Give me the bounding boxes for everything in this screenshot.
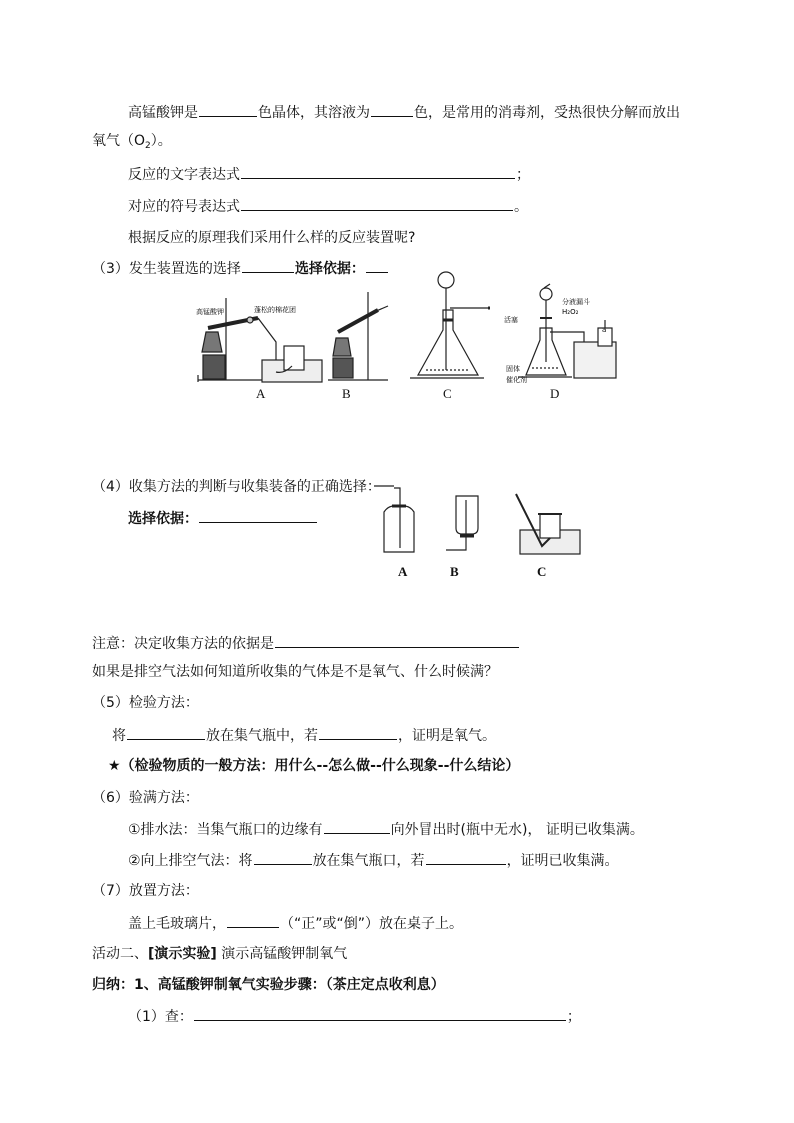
- intro-line-1: [128, 102, 680, 123]
- activity-2-b: [演示实验]: [148, 946, 217, 962]
- annot-h2o2: H₂O₂: [562, 308, 579, 316]
- intro-text-e: ）。: [150, 133, 172, 149]
- blank-bubbles[interactable]: [324, 819, 390, 834]
- intro-text-b: 色晶体，其溶液为: [258, 105, 370, 121]
- annot-kmno4: 高锰酸钾: [196, 308, 224, 316]
- star-general-method: ★（检验物质的一般方法：用什么--怎么做--什么现象--什么结论）: [108, 758, 520, 774]
- section-6-m1-b: 向外冒出时(瓶中无水)， 证明已收集满。: [390, 822, 644, 838]
- section-4-basis-line: [128, 508, 318, 529]
- fig1-label-a: A: [256, 386, 266, 401]
- section-5-text-a: 将: [112, 728, 126, 744]
- intro-text-d: 氧气（O: [92, 133, 146, 149]
- annot-funnel: 分液漏斗: [562, 298, 590, 306]
- section-6-m1-a: ①排水法：当集气瓶口的边缘有: [128, 822, 323, 838]
- fig2-label-c: C: [537, 564, 547, 579]
- section-6-m2-a: ②向上排空气法：将: [128, 853, 253, 869]
- note-line: [92, 633, 520, 654]
- fig2-label-a: A: [398, 564, 408, 579]
- annot-a: a: [602, 326, 607, 334]
- symbol-equation-line: [128, 196, 528, 217]
- annot-cotton: 蓬松的棉花团: [254, 306, 296, 314]
- question-full: 如果是排空气法如何知道所收集的气体是不是氧气、什么时候满？: [92, 664, 498, 680]
- section-5-label: （5）检验方法：: [92, 695, 199, 711]
- annot-catalyst: 催化剂: [506, 376, 527, 384]
- section-6-method-2: [128, 850, 619, 871]
- subscript-2: 2: [145, 141, 151, 151]
- collection-apparatus-figure: [370, 482, 580, 562]
- annot-valve: 活塞: [504, 316, 518, 324]
- blank-step-1[interactable]: [194, 1006, 566, 1021]
- section-6-label: （6）验满方法：: [92, 790, 199, 806]
- word-equation-label: 反应的文字表达式: [128, 167, 240, 183]
- section-3-label: （3）发生装置选的选择: [92, 261, 241, 277]
- step-1-end: ；: [566, 1009, 581, 1025]
- blank-test-object[interactable]: [127, 725, 205, 740]
- blank-solution-color[interactable]: [371, 102, 413, 117]
- section-7-line: [128, 913, 463, 934]
- section-4-basis: 选择依据：: [128, 511, 198, 527]
- summary-line: 归纳：1、高锰酸钾制氧气实验步骤：（茶庄定点收利息）: [92, 977, 445, 993]
- blank-full-phenomenon[interactable]: [426, 850, 506, 865]
- section-5-text-b: 放在集气瓶中，若: [206, 728, 318, 744]
- section-7-text-a: 盖上毛玻璃片，: [128, 916, 226, 932]
- word-equation-end: ；: [516, 167, 530, 183]
- word-equation-line: [128, 164, 530, 185]
- blank-word-equation[interactable]: [241, 164, 515, 179]
- activity-2-c: 演示高锰酸钾制氧气: [216, 946, 348, 962]
- section-7-text-b: （“正”或“倒”）放在桌子上。: [280, 916, 464, 932]
- blank-collection-basis-note[interactable]: [275, 633, 519, 648]
- section-6-m2-c: ，证明已收集满。: [506, 853, 619, 869]
- blank-collection-basis[interactable]: [199, 508, 317, 523]
- section-4-label: （4）收集方法的判断与收集装备的正确选择：: [92, 479, 381, 495]
- intro-text-c: 色，是常用的消毒剂，受热很快分解而放出: [414, 105, 680, 121]
- blank-test-phenomenon[interactable]: [319, 725, 397, 740]
- step-1-label: （1）查：: [128, 1009, 193, 1025]
- fig2-label-b: B: [450, 564, 459, 579]
- fig1-label-b: B: [342, 386, 351, 401]
- section-7-label: （7）放置方法：: [92, 883, 199, 899]
- activity-2-line: [92, 944, 347, 964]
- intro-line-2: [92, 131, 172, 156]
- activity-2-a: 活动二、: [92, 946, 148, 962]
- step-1-line: [128, 1006, 581, 1027]
- section-5-text-c: ，证明是氧气。: [398, 728, 496, 744]
- section-5-line: [112, 725, 496, 746]
- note-label: 注意：决定收集方法的依据是: [92, 636, 274, 652]
- fig1-label-d: D: [550, 386, 560, 401]
- blank-placement[interactable]: [227, 913, 279, 928]
- section-6-m2-b: 放在集气瓶口，若: [312, 853, 425, 869]
- symbol-equation-label: 对应的符号表达式: [128, 199, 240, 215]
- blank-full-object[interactable]: [254, 850, 312, 865]
- section-3-basis: 选择依据：: [294, 261, 365, 277]
- section-6-method-1: [128, 819, 644, 840]
- question-device: 根据反应的原理我们采用什么样的反应装置呢?: [128, 230, 416, 246]
- fig1-label-c: C: [443, 386, 452, 401]
- blank-color-crystal[interactable]: [199, 102, 257, 117]
- symbol-equation-end: 。: [514, 199, 528, 215]
- annot-solid: 固体: [506, 365, 520, 373]
- blank-symbol-equation[interactable]: [241, 196, 513, 211]
- intro-text-a: 高锰酸钾是: [128, 105, 198, 121]
